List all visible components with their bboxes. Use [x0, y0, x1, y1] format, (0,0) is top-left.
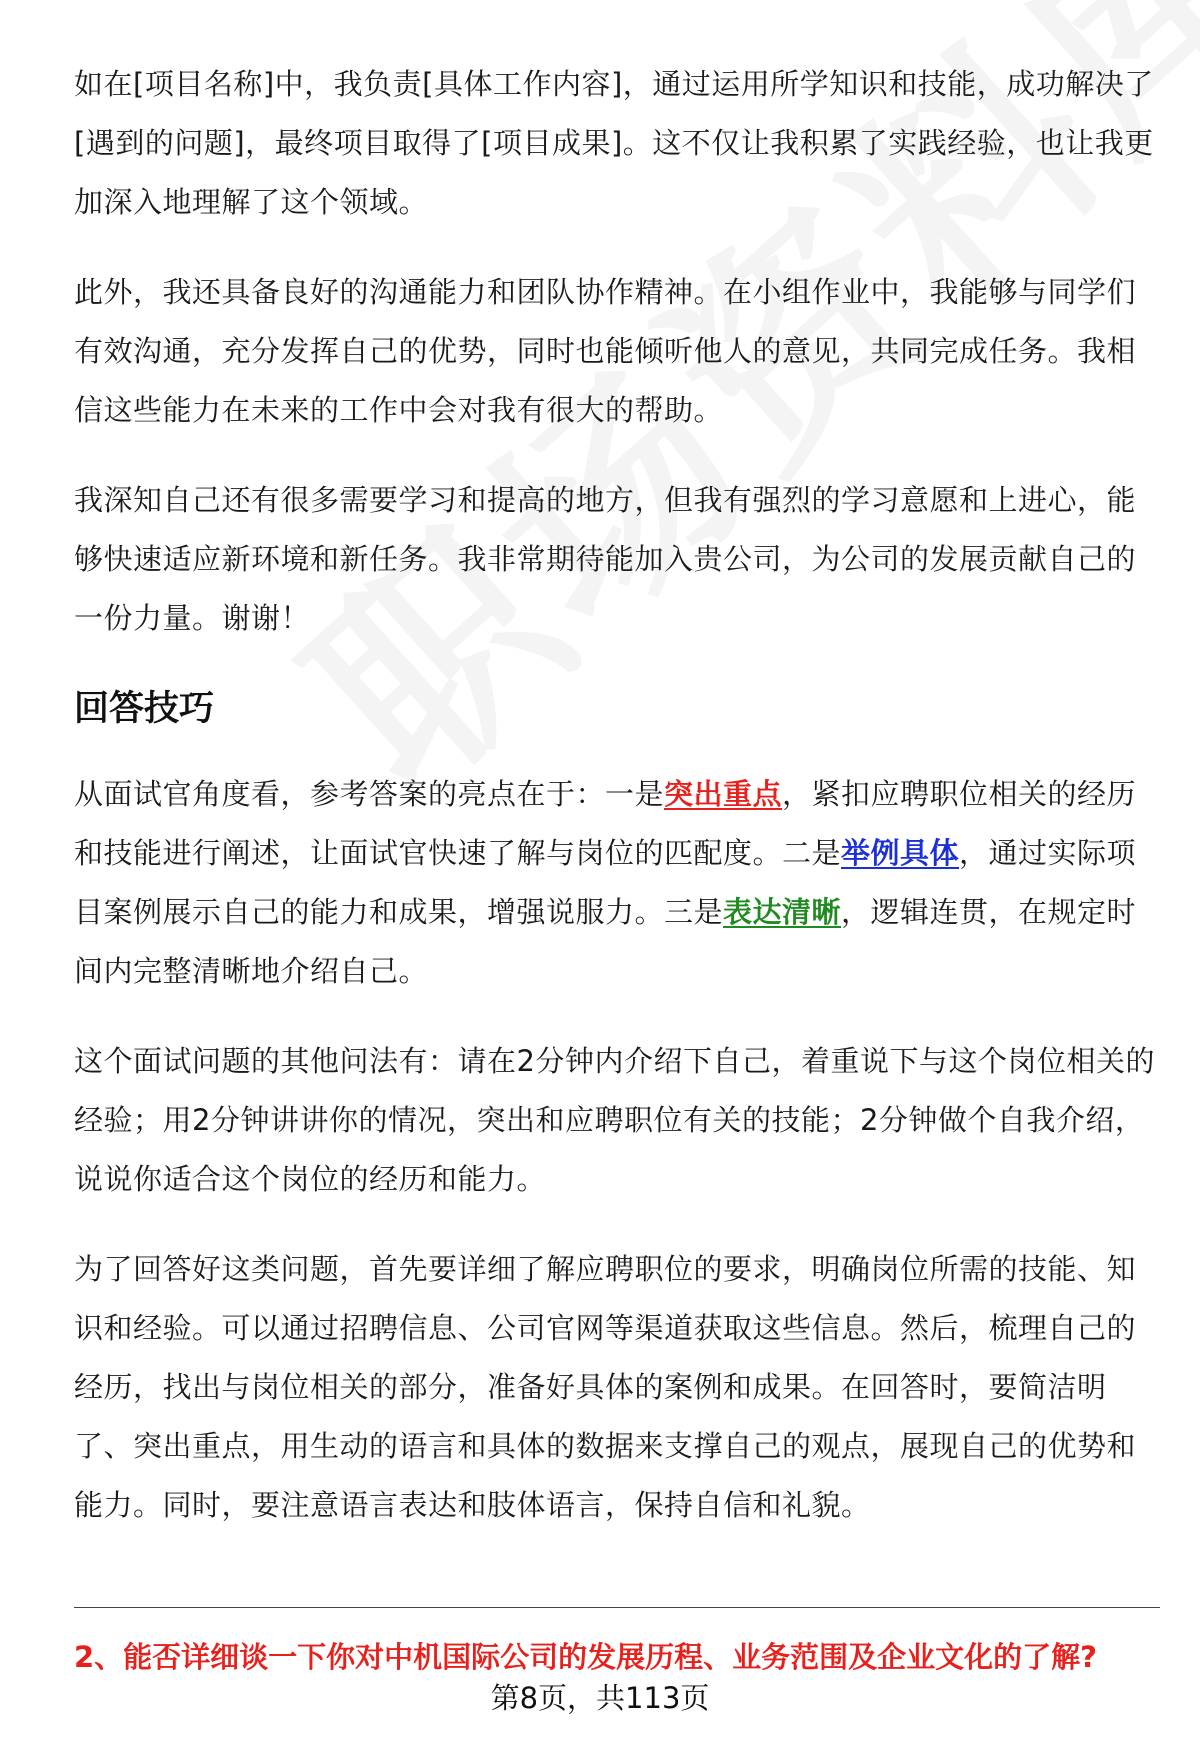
paragraph-tips — [74, 765, 1160, 1001]
paragraph-answer-strategy: 为了回答好这类问题，首先要详细了解应聘职位的要求，明确岗位所需的技能、知识和经验。可以通过招聘信息、公司官网等渠道获取这些信息。然后，梳理自己的经历，找出与岗位相关的部分，准备好具体的案例和成果。在回答时，要简洁明了、突出重点，用生动的语言和具体的数据来支撑自己的观点，展现自己的优势和能力。同时，要注意语言表达和肢体语言，保持自信和礼貌。 — [74, 1252, 1137, 1522]
tips-text-1: 从面试官角度看，参考答案的亮点在于：一是 — [74, 777, 665, 811]
paragraph-project-experience: 如在[项目名称]中，我负责[具体工作内容]，通过运用所学知识和技能，成功解决了[遇到的问题]，最终项目取得了[项目成果]。这不仅让我积累了实践经验，也让我更加深入地理解了这个领域。 — [74, 67, 1154, 219]
highlight-focus: 突出重点 — [664, 777, 783, 811]
divider — [74, 1607, 1160, 1608]
highlight-clarity: 表达清晰 — [723, 895, 842, 929]
tips-text-2: ，紧扣应聘职位相关的经历和技能进行阐述，让面试官快速了解与岗位的匹配度。二是 — [74, 777, 1137, 870]
tips-text-3: ，通过实际项目案例展示自己的能力和成果，增强说服力。三是 — [74, 836, 1137, 929]
section-title: 回答技巧 — [74, 689, 215, 729]
paragraph-communication: 此外，我还具备良好的沟通能力和团队协作精神。在小组作业中，我能够与同学们有效沟通，充分发挥自己的优势，同时也能倾听他人的意见，共同完成任务。我相信这些能力在未来的工作中会对我有很大的帮助。 — [74, 275, 1137, 427]
paragraph-alternative-questions: 这个面试问题的其他问法有：请在2分钟内介绍下自己，着重说下与这个岗位相关的经验；用2分钟讲讲你的情况，突出和应聘职位有关的技能；2分钟做个自我介绍，说说你适合这个岗位的经历和能力。 — [74, 1044, 1155, 1196]
main-content — [74, 55, 1160, 1566]
page-number: 第8页，共113页 — [490, 1681, 710, 1715]
tips-text-4: ，逻辑连贯，在规定时间内完整清晰地介绍自己。 — [74, 895, 1137, 988]
next-question-heading: 2、能否详细谈一下你对中机国际公司的发展历程、业务范围及企业文化的了解? — [74, 1640, 1098, 1674]
highlight-examples: 举例具体 — [841, 836, 960, 870]
paragraph-closing: 我深知自己还有很多需要学习和提高的地方，但我有强烈的学习意愿和上进心，能够快速适应新环境和新任务。我非常期待能加入贵公司，为公司的发展贡献自己的一份力量。谢谢！ — [74, 483, 1137, 635]
